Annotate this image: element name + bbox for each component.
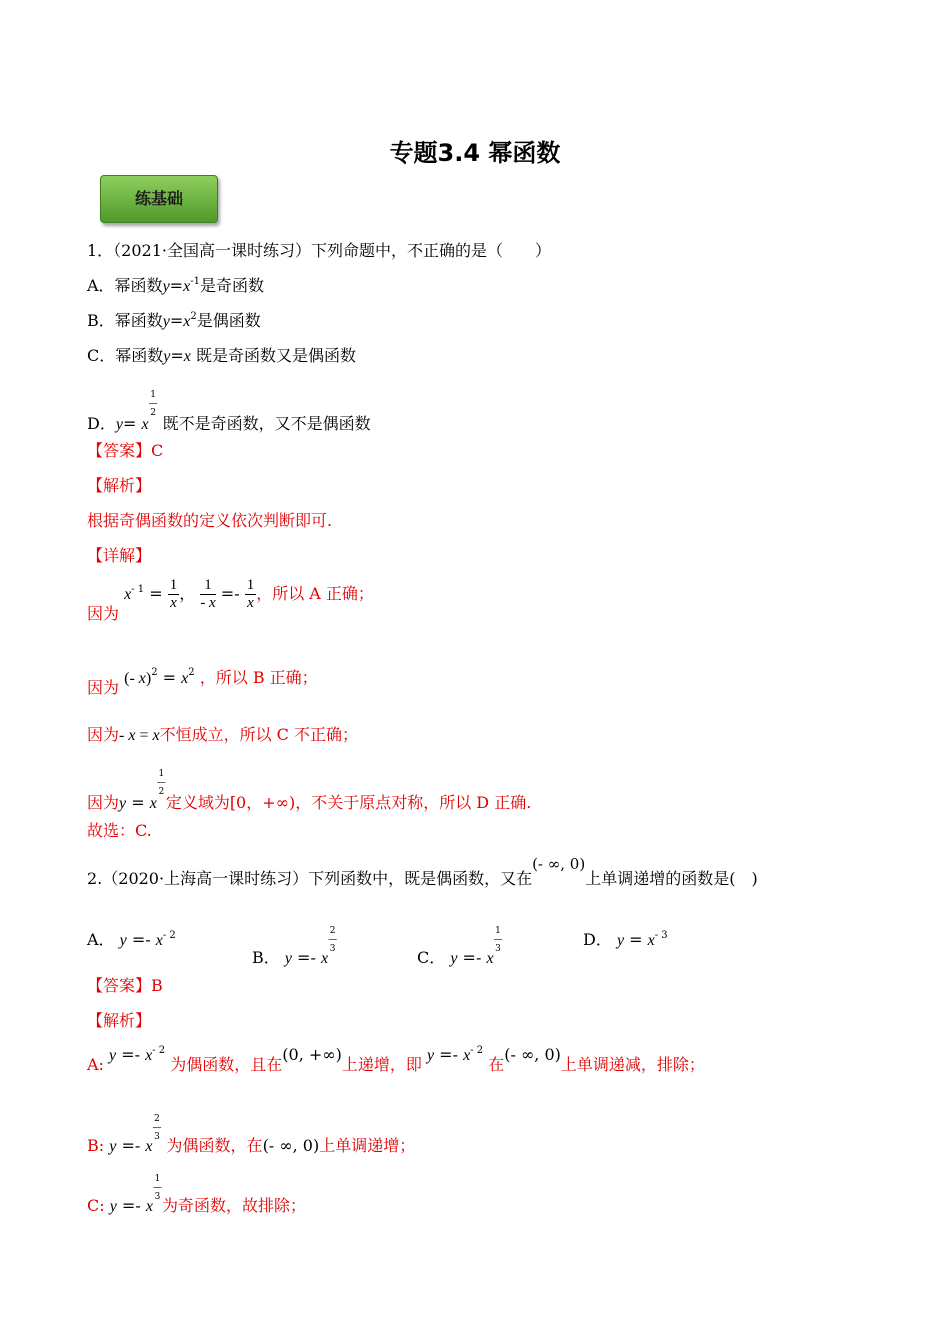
q1-option-c: C．幂函数y=x 既是奇函数又是偶函数 bbox=[87, 346, 356, 365]
section-badge: 练基础 bbox=[100, 175, 218, 223]
q1-detail-head: 【详解】 bbox=[87, 546, 152, 565]
q1-detail-line2: 因为 (- $x)^2 = x^2$ ，所以 B 正确； bbox=[87, 667, 318, 697]
q1-analysis-head: 【解析】 bbox=[87, 476, 152, 495]
q1-stem: 1．（2021·全国高一课时练习）下列命题中，不正确的是（ ） bbox=[87, 241, 551, 260]
q1-option-b: B．幂函数$y=x^2$是偶函数 bbox=[87, 311, 261, 330]
q1-detail-line1: 因为 $x^{- 1}$ = $\frac{1}{x}$ ， $\frac{1}{- x}$ =- $\frac{1}{x}$ ，所以 A 正确； bbox=[87, 577, 374, 623]
q2-answer: 【答案】B bbox=[87, 976, 163, 995]
q2-analysis-c: C: y =- x1 — 3 为奇函数，故排除； bbox=[87, 1174, 306, 1215]
q1-option-d: D．y= x1 — 2 既不是奇函数，又不是偶函数 bbox=[87, 390, 371, 433]
q1-answer: 【答案】C bbox=[87, 441, 164, 460]
q2-analysis-head: 【解析】 bbox=[87, 1011, 152, 1030]
q2-option-d: D． $y = x^{- 3}$ bbox=[583, 930, 668, 949]
q2-stem: 2.（2020·上海高一课时练习）下列函数中，既是偶函数，又在(- ∞, 0)上单调递增的函数是( ) bbox=[87, 855, 758, 888]
q2-option-a: A． $y =- x^{- 2}$ bbox=[87, 930, 176, 949]
page-title: 专题3.4 幂函数 bbox=[389, 139, 561, 167]
q2-analysis-a: A: $y =- x^{- 2}$ 为偶函数，且在(0, +∞)上递增，即 $y =- x^{- 2}$ 在(- ∞, 0)上单调递减，排除； bbox=[87, 1045, 705, 1074]
q2-analysis-b: B: y =- x2 — 3 为偶函数，在(- ∞, 0)上单调递增； bbox=[87, 1114, 416, 1155]
q1-option-a: A．幂函数$y=x^{-1}$是奇函数 bbox=[87, 276, 264, 295]
q1-detail-line3: 因为- x = x不恒成立，所以 C 不正确； bbox=[87, 725, 359, 744]
q1-choose: 故选：C. bbox=[87, 821, 152, 840]
q1-detail-line4: 因为y = x1 — 2定义域为[0，+∞)，不关于原点对称，所以 D 正确. bbox=[87, 769, 532, 812]
q2-option-c: C． y =- x1 — 3 bbox=[417, 926, 503, 967]
q2-option-b: B． y =- x2 — 3 bbox=[252, 926, 338, 967]
q1-analysis: 根据奇偶函数的定义依次判断即可. bbox=[87, 511, 333, 530]
